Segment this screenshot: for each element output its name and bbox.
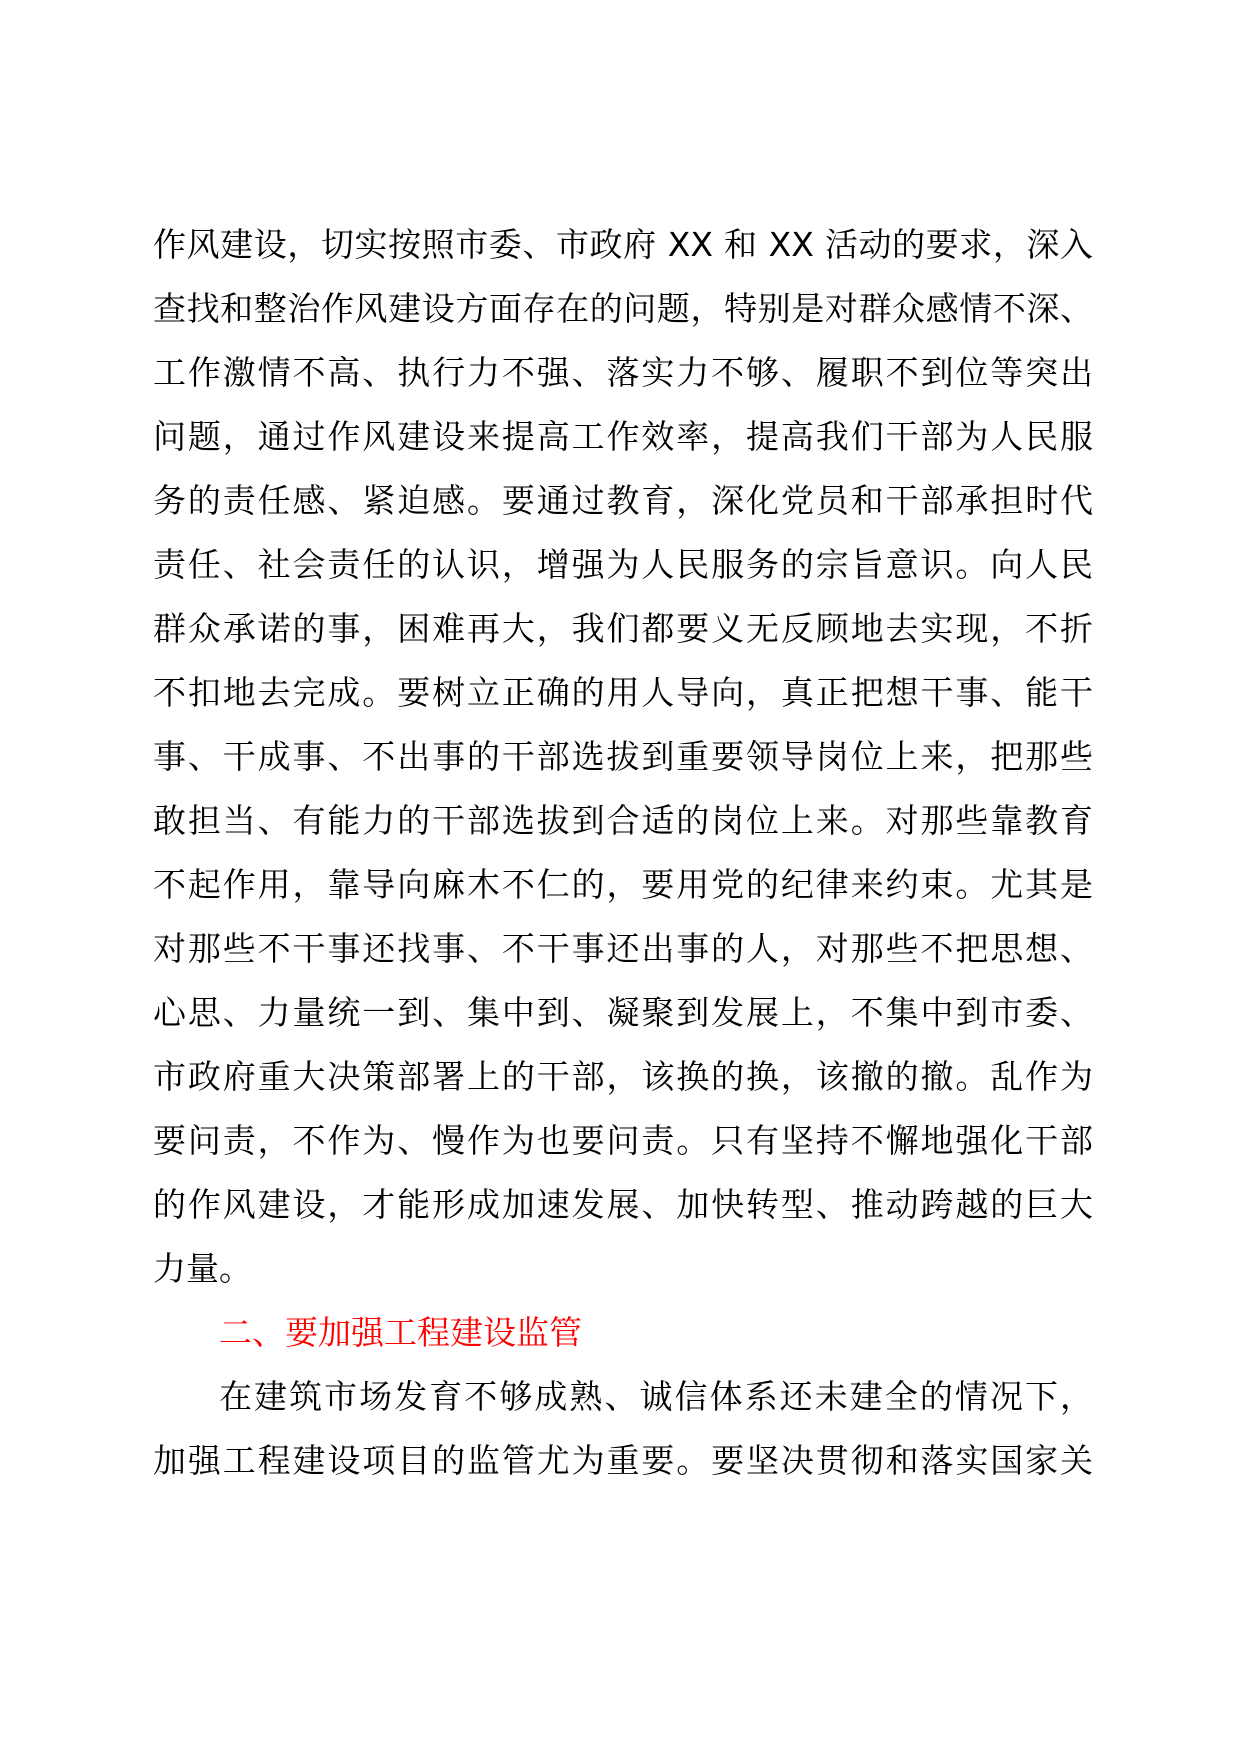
body-line: 对那些不干事还找事、不干事还出事的人，对那些不把思想、: [153, 929, 1093, 968]
section-heading: 二、要加强工程建设监管: [219, 1313, 582, 1352]
section-paragraph-line: 加强工程建设项目的监管尤为重要。要坚决贯彻和落实国家关: [153, 1441, 1093, 1480]
body-line: 力量。: [153, 1249, 252, 1288]
body-line: 不扣地去完成。要树立正确的用人导向，真正把想干事、能干: [153, 673, 1093, 712]
body-line: 作风建设，切实按照市委、市政府 XX 和 XX 活动的要求，深入: [153, 225, 1093, 264]
body-line: 查找和整治作风建设方面存在的问题，特别是对群众感情不深、: [153, 289, 1093, 328]
body-line: 责任、社会责任的认识，增强为人民服务的宗旨意识。向人民: [153, 545, 1093, 584]
body-line: 心思、力量统一到、集中到、凝聚到发展上，不集中到市委、: [153, 993, 1093, 1032]
body-line: 工作激情不高、执行力不强、落实力不够、履职不到位等突出: [153, 353, 1093, 392]
body-line: 务的责任感、紧迫感。要通过教育，深化党员和干部承担时代: [153, 481, 1093, 520]
document-body: [153, 213, 1093, 1493]
body-line: 不起作用，靠导向麻木不仁的，要用党的纪律来约束。尤其是: [153, 865, 1093, 904]
section-paragraph-line: 在建筑市场发育不够成熟、诚信体系还未建全的情况下，: [219, 1377, 1093, 1416]
body-line: 市政府重大决策部署上的干部，该换的换，该撤的撤。乱作为: [153, 1057, 1093, 1096]
body-line: 问题，通过作风建设来提高工作效率，提高我们干部为人民服: [153, 417, 1093, 456]
body-line: 事、干成事、不出事的干部选拔到重要领导岗位上来，把那些: [153, 737, 1093, 776]
body-line: 要问责，不作为、慢作为也要问责。只有坚持不懈地强化干部: [153, 1121, 1093, 1160]
body-line: 敢担当、有能力的干部选拔到合适的岗位上来。对那些靠教育: [153, 801, 1093, 840]
body-line: 的作风建设，才能形成加速发展、加快转型、推动跨越的巨大: [153, 1185, 1093, 1224]
body-line: 群众承诺的事，困难再大，我们都要义无反顾地去实现，不折: [153, 609, 1093, 648]
